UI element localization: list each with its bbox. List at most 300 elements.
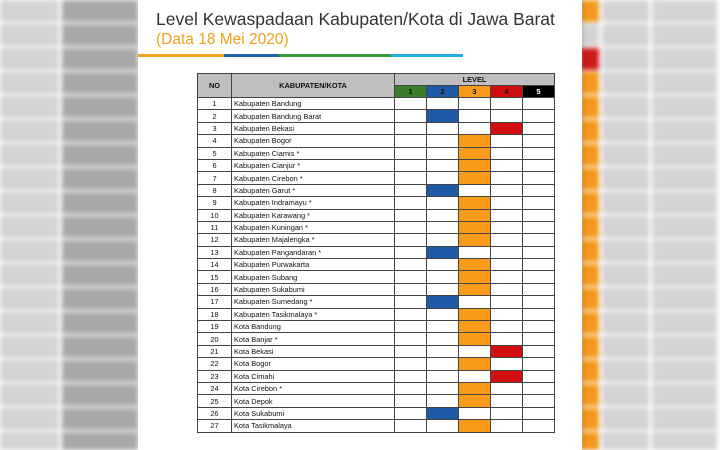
level-cell-4 — [491, 122, 523, 134]
level-cell-2 — [427, 420, 459, 432]
level-cell-3 — [459, 308, 491, 320]
region-name: Kota Bogor — [232, 358, 395, 370]
background-row — [580, 24, 720, 48]
row-number: 18 — [198, 308, 232, 320]
level-cell-3 — [459, 333, 491, 345]
background-cell — [602, 96, 652, 118]
background-cell — [0, 360, 62, 382]
header-no: NO — [198, 74, 232, 98]
level-cell-3 — [459, 197, 491, 209]
level-cell-3 — [459, 259, 491, 271]
level-cell-3 — [459, 172, 491, 184]
background-row — [0, 384, 140, 408]
accent-segment-cyan — [391, 54, 463, 57]
level-cell-4 — [491, 221, 523, 233]
level-cell-1 — [395, 420, 427, 432]
region-name: Kabupaten Tasikmalaya * — [232, 308, 395, 320]
level-cell-4 — [491, 259, 523, 271]
region-name: Kabupaten Garut * — [232, 184, 395, 196]
level-cell-2 — [427, 147, 459, 159]
level-cell-3 — [459, 246, 491, 258]
level-cell-5 — [523, 358, 555, 370]
background-cell — [62, 216, 140, 238]
level-cell-2 — [427, 382, 459, 394]
level-cell-1 — [395, 147, 427, 159]
background-cell — [0, 384, 62, 406]
level-cell-3 — [459, 370, 491, 382]
level-cell-1 — [395, 407, 427, 419]
level-cell-1 — [395, 321, 427, 333]
table-row — [198, 159, 555, 171]
region-name: Kabupaten Bandung — [232, 98, 395, 110]
background-row — [580, 288, 720, 312]
background-cell — [580, 192, 602, 214]
background-row — [580, 120, 720, 144]
table-row — [198, 358, 555, 370]
background-row — [580, 192, 720, 216]
level-cell-3 — [459, 234, 491, 246]
level-cell-3 — [459, 283, 491, 295]
table-row — [198, 184, 555, 196]
region-name: Kabupaten Cirebon * — [232, 172, 395, 184]
background-cell — [602, 360, 652, 382]
page-subtitle: (Data 18 Mei 2020) — [156, 31, 289, 48]
level-cell-4 — [491, 110, 523, 122]
level-cell-1 — [395, 271, 427, 283]
background-row — [580, 432, 720, 450]
background-cell — [602, 24, 652, 46]
background-cell — [602, 168, 652, 190]
level-cell-3 — [459, 382, 491, 394]
row-number: 13 — [198, 246, 232, 258]
level-cell-3 — [459, 321, 491, 333]
level-cell-2 — [427, 308, 459, 320]
level-cell-2 — [427, 395, 459, 407]
level-cell-3 — [459, 345, 491, 357]
background-cell — [0, 168, 62, 190]
region-name: Kota Cirebon * — [232, 382, 395, 394]
region-name: Kabupaten Majalengka * — [232, 234, 395, 246]
level-cell-3 — [459, 420, 491, 432]
level-cell-1 — [395, 110, 427, 122]
level-cell-1 — [395, 395, 427, 407]
background-cell — [62, 240, 140, 262]
level-cell-2 — [427, 246, 459, 258]
background-cell — [652, 432, 720, 450]
row-number: 16 — [198, 283, 232, 295]
level-cell-2 — [427, 110, 459, 122]
level-cell-4 — [491, 159, 523, 171]
background-cell — [602, 0, 652, 22]
level-cell-5 — [523, 197, 555, 209]
header-kabupaten-kota: KABUPATEN/KOTA — [232, 74, 395, 98]
background-cell — [602, 72, 652, 94]
level-cell-2 — [427, 358, 459, 370]
level-cell-3 — [459, 135, 491, 147]
background-cell — [62, 336, 140, 358]
row-number: 1 — [198, 98, 232, 110]
level-cell-1 — [395, 122, 427, 134]
table-row — [198, 395, 555, 407]
background-cell — [580, 96, 602, 118]
row-number: 3 — [198, 122, 232, 134]
level-cell-2 — [427, 333, 459, 345]
level-cell-4 — [491, 135, 523, 147]
background-cell — [602, 216, 652, 238]
background-row — [0, 312, 140, 336]
level-cell-3 — [459, 122, 491, 134]
background-cell — [652, 408, 720, 430]
background-cell — [62, 144, 140, 166]
row-number: 12 — [198, 234, 232, 246]
level-cell-4 — [491, 184, 523, 196]
table-row — [198, 308, 555, 320]
table-row — [198, 420, 555, 432]
background-cell — [62, 24, 140, 46]
level-cell-4 — [491, 234, 523, 246]
row-number: 24 — [198, 382, 232, 394]
background-row — [0, 216, 140, 240]
region-name: Kota Sukabumi — [232, 407, 395, 419]
row-number: 25 — [198, 395, 232, 407]
level-cell-5 — [523, 395, 555, 407]
region-name: Kabupaten Kuningan * — [232, 221, 395, 233]
background-cell — [62, 264, 140, 286]
level-cell-4 — [491, 345, 523, 357]
level-cell-4 — [491, 308, 523, 320]
level-cell-1 — [395, 135, 427, 147]
level-cell-4 — [491, 420, 523, 432]
background-cell — [652, 120, 720, 142]
row-number: 20 — [198, 333, 232, 345]
level-cell-2 — [427, 271, 459, 283]
background-cell — [62, 0, 140, 22]
level-cell-5 — [523, 110, 555, 122]
background-row — [580, 360, 720, 384]
level-cell-3 — [459, 296, 491, 308]
table-row — [198, 333, 555, 345]
background-cell — [580, 48, 602, 70]
background-cell — [652, 288, 720, 310]
background-cell — [652, 0, 720, 22]
background-row — [580, 216, 720, 240]
level-cell-5 — [523, 98, 555, 110]
level-cell-2 — [427, 122, 459, 134]
background-row — [580, 72, 720, 96]
table-row — [198, 321, 555, 333]
level-cell-5 — [523, 308, 555, 320]
level-cell-3 — [459, 159, 491, 171]
background-row — [0, 264, 140, 288]
background-cell — [602, 120, 652, 142]
level-cell-4 — [491, 147, 523, 159]
background-cell — [0, 48, 62, 70]
level-cell-1 — [395, 246, 427, 258]
level-cell-2 — [427, 209, 459, 221]
row-number: 4 — [198, 135, 232, 147]
background-cell — [652, 144, 720, 166]
background-cell — [602, 192, 652, 214]
row-number: 22 — [198, 358, 232, 370]
level-cell-2 — [427, 234, 459, 246]
level-cell-2 — [427, 98, 459, 110]
background-row — [580, 384, 720, 408]
row-number: 7 — [198, 172, 232, 184]
background-cell — [580, 24, 602, 46]
background-cell — [652, 192, 720, 214]
table-row — [198, 147, 555, 159]
background-cell — [580, 72, 602, 94]
background-cell — [62, 360, 140, 382]
region-name: Kabupaten Bandung Barat — [232, 110, 395, 122]
level-cell-5 — [523, 271, 555, 283]
background-cell — [62, 72, 140, 94]
level-cell-1 — [395, 197, 427, 209]
region-name: Kabupaten Pangandaran * — [232, 246, 395, 258]
background-row — [580, 264, 720, 288]
background-cell — [602, 240, 652, 262]
background-cell — [580, 288, 602, 310]
background-cell — [602, 48, 652, 70]
level-cell-4 — [491, 98, 523, 110]
level-cell-3 — [459, 209, 491, 221]
background-cell — [580, 120, 602, 142]
table-row — [198, 110, 555, 122]
background-row — [0, 0, 140, 24]
level-cell-5 — [523, 135, 555, 147]
background-cell — [0, 72, 62, 94]
level-cell-1 — [395, 221, 427, 233]
background-cell — [0, 96, 62, 118]
background-row — [0, 288, 140, 312]
accent-segment-orange — [138, 54, 224, 57]
background-cell — [602, 288, 652, 310]
region-name: Kabupaten Ciamis * — [232, 147, 395, 159]
region-name: Kabupaten Bogor — [232, 135, 395, 147]
background-cell — [580, 144, 602, 166]
background-cell — [62, 384, 140, 406]
background-cell — [602, 408, 652, 430]
level-cell-5 — [523, 345, 555, 357]
level-cell-3 — [459, 358, 491, 370]
region-name: Kabupaten Sukabumi — [232, 283, 395, 295]
background-cell — [62, 288, 140, 310]
level-cell-1 — [395, 259, 427, 271]
level-cell-1 — [395, 296, 427, 308]
row-number: 26 — [198, 407, 232, 419]
row-number: 6 — [198, 159, 232, 171]
background-cell — [0, 0, 62, 22]
level-cell-5 — [523, 209, 555, 221]
table-row — [198, 172, 555, 184]
background-cell — [62, 432, 140, 450]
background-cell — [0, 240, 62, 262]
table-row — [198, 259, 555, 271]
level-cell-2 — [427, 197, 459, 209]
level-cell-1 — [395, 234, 427, 246]
background-cell — [602, 432, 652, 450]
level-cell-5 — [523, 122, 555, 134]
level-cell-2 — [427, 296, 459, 308]
page-title: Level Kewaspadaan Kabupaten/Kota di Jawa Barat — [156, 9, 555, 29]
background-cell — [602, 264, 652, 286]
table-row — [198, 209, 555, 221]
level-cell-5 — [523, 172, 555, 184]
background-sheet-left — [0, 0, 140, 450]
level-cell-5 — [523, 382, 555, 394]
level-cell-5 — [523, 321, 555, 333]
background-row — [0, 408, 140, 432]
level-cell-5 — [523, 159, 555, 171]
background-row — [0, 96, 140, 120]
level-cell-5 — [523, 259, 555, 271]
background-cell — [0, 120, 62, 142]
row-number: 9 — [198, 197, 232, 209]
background-cell — [652, 312, 720, 334]
level-cell-2 — [427, 283, 459, 295]
background-row — [580, 408, 720, 432]
background-cell — [652, 216, 720, 238]
background-row — [0, 120, 140, 144]
background-row — [580, 336, 720, 360]
region-name: Kabupaten Purwakarta — [232, 259, 395, 271]
level-cell-2 — [427, 259, 459, 271]
table-row — [198, 98, 555, 110]
region-name: Kota Tasikmalaya — [232, 420, 395, 432]
background-cell — [580, 0, 602, 22]
background-cell — [652, 96, 720, 118]
background-cell — [602, 312, 652, 334]
background-cell — [580, 216, 602, 238]
background-cell — [0, 408, 62, 430]
level-cell-5 — [523, 234, 555, 246]
level-header-1: 1 — [395, 86, 427, 98]
level-cell-5 — [523, 296, 555, 308]
background-cell — [602, 336, 652, 358]
background-cell — [62, 168, 140, 190]
region-name: Kota Cimahi — [232, 370, 395, 382]
background-cell — [0, 312, 62, 334]
background-cell — [0, 24, 62, 46]
background-row — [580, 168, 720, 192]
level-cell-3 — [459, 395, 491, 407]
background-row — [0, 144, 140, 168]
row-number: 14 — [198, 259, 232, 271]
background-cell — [580, 336, 602, 358]
background-row — [0, 360, 140, 384]
region-name: Kota Banjar * — [232, 333, 395, 345]
level-cell-2 — [427, 321, 459, 333]
level-header-4: 4 — [491, 86, 523, 98]
level-cell-4 — [491, 333, 523, 345]
level-cell-2 — [427, 159, 459, 171]
level-cell-4 — [491, 172, 523, 184]
background-cell — [580, 360, 602, 382]
region-name: Kabupaten Karawang * — [232, 209, 395, 221]
background-row — [0, 72, 140, 96]
background-cell — [580, 432, 602, 450]
region-name: Kabupaten Bekasi — [232, 122, 395, 134]
level-cell-4 — [491, 209, 523, 221]
level-cell-2 — [427, 184, 459, 196]
background-cell — [62, 192, 140, 214]
level-cell-1 — [395, 172, 427, 184]
level-cell-2 — [427, 135, 459, 147]
level-cell-5 — [523, 221, 555, 233]
region-name: Kabupaten Cianjur * — [232, 159, 395, 171]
table-row — [198, 135, 555, 147]
background-row — [0, 432, 140, 450]
row-number: 15 — [198, 271, 232, 283]
background-cell — [652, 24, 720, 46]
level-cell-1 — [395, 345, 427, 357]
background-cell — [580, 168, 602, 190]
level-cell-4 — [491, 246, 523, 258]
accent-segment-blue — [224, 54, 279, 57]
table-row — [198, 345, 555, 357]
level-cell-4 — [491, 271, 523, 283]
background-row — [0, 192, 140, 216]
level-cell-2 — [427, 221, 459, 233]
level-header-2: 2 — [427, 86, 459, 98]
table-row — [198, 122, 555, 134]
region-name: Kota Bekasi — [232, 345, 395, 357]
background-cell — [652, 360, 720, 382]
background-row — [580, 312, 720, 336]
level-table — [197, 73, 555, 433]
level-cell-2 — [427, 407, 459, 419]
table-row — [198, 296, 555, 308]
level-cell-4 — [491, 197, 523, 209]
level-cell-1 — [395, 283, 427, 295]
level-header-5: 5 — [523, 86, 555, 98]
background-cell — [580, 312, 602, 334]
level-cell-4 — [491, 283, 523, 295]
accent-divider — [138, 54, 463, 57]
row-number: 2 — [198, 110, 232, 122]
row-number: 19 — [198, 321, 232, 333]
header-level: LEVEL — [395, 74, 555, 86]
table-row — [198, 370, 555, 382]
row-number: 8 — [198, 184, 232, 196]
region-name: Kabupaten Subang — [232, 271, 395, 283]
table-row — [198, 382, 555, 394]
background-cell — [0, 432, 62, 450]
background-cell — [602, 384, 652, 406]
background-cell — [652, 48, 720, 70]
background-cell — [652, 384, 720, 406]
level-cell-3 — [459, 221, 491, 233]
level-cell-1 — [395, 370, 427, 382]
level-cell-3 — [459, 271, 491, 283]
background-cell — [0, 192, 62, 214]
background-cell — [580, 264, 602, 286]
background-cell — [0, 216, 62, 238]
level-cell-5 — [523, 246, 555, 258]
background-cell — [62, 408, 140, 430]
row-number: 5 — [198, 147, 232, 159]
table-row — [198, 283, 555, 295]
background-cell — [0, 264, 62, 286]
background-row — [0, 48, 140, 72]
background-row — [0, 24, 140, 48]
level-cell-4 — [491, 358, 523, 370]
level-cell-5 — [523, 283, 555, 295]
background-cell — [0, 144, 62, 166]
row-number: 23 — [198, 370, 232, 382]
background-cell — [652, 72, 720, 94]
background-row — [580, 96, 720, 120]
